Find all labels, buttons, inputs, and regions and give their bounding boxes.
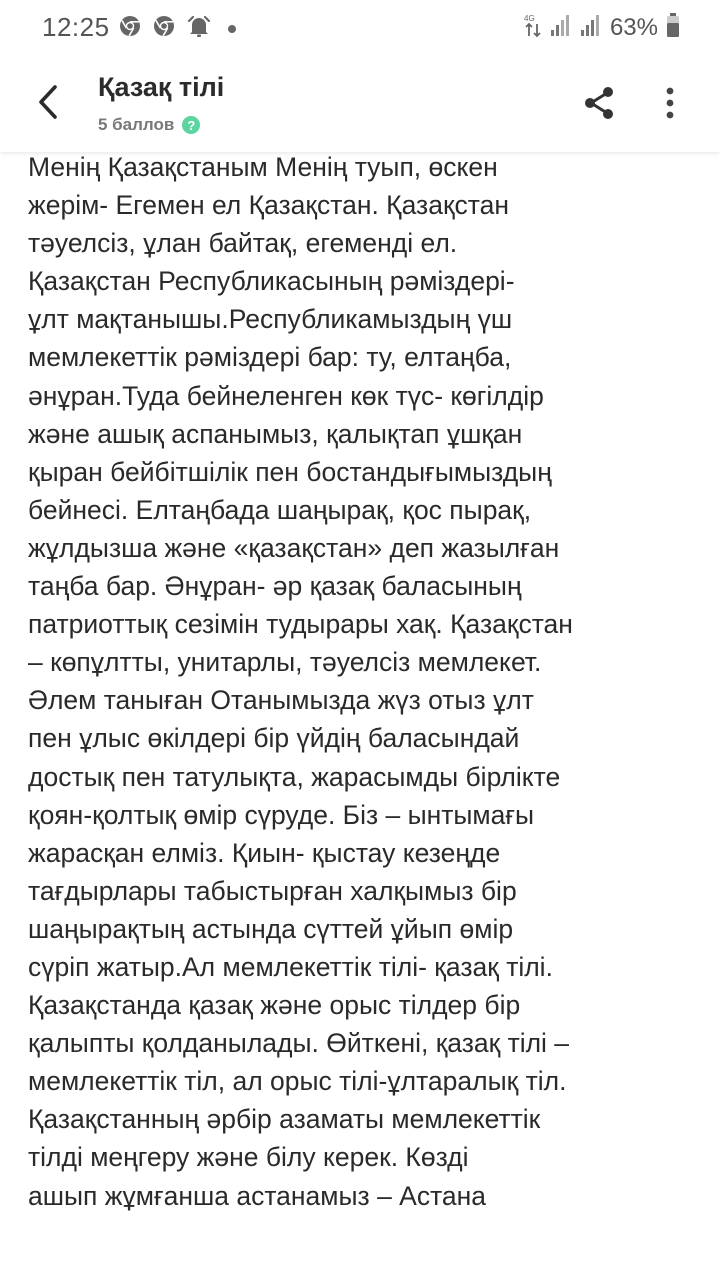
- help-icon[interactable]: ?: [182, 116, 200, 134]
- status-system-icons: [524, 12, 680, 43]
- answer-line: бейнесі. Елтаңбада шаңырақ, қос пырақ,: [28, 494, 532, 525]
- answer-line: ашып жұмғанша астанамыз – Астана: [28, 1180, 487, 1211]
- answer-line: тағдырлары табыстырған халқымыз бір: [28, 875, 517, 906]
- points-label: 5 баллов: [98, 115, 175, 134]
- answer-line: достық пен татулықта, жарасымды бірлікте: [28, 761, 561, 792]
- answer-line: Қазақстан Республикасының рәміздері-: [28, 266, 515, 297]
- status-bar: [0, 0, 720, 56]
- answer-line: жарасқан елміз. Қиын- қыстау кезеңде: [28, 837, 501, 868]
- answer-line: мемлекеттік тіл, ал орыс тілі-ұлтаралық тіл.: [28, 1066, 567, 1097]
- notification-dot: [228, 25, 236, 33]
- answer-line: қоян-қолтық өмір сүруде. Біз – ынтымағы: [28, 799, 535, 830]
- answer-line: әнұран.Туда бейнеленген көк түс- көгілдір: [28, 380, 544, 411]
- battery-icon: [666, 12, 680, 43]
- page-title: Қазақ тілі: [98, 72, 225, 102]
- answer-line: Әлем таныған Отанымызда жүз отыз ұлт: [28, 685, 534, 716]
- signal-icon: [580, 13, 602, 42]
- back-button[interactable]: [26, 78, 70, 130]
- status-time: 12:25: [42, 12, 110, 42]
- answer-line: мемлекеттік рәміздері бар: ту, елтаңба,: [28, 342, 512, 373]
- share-icon: [581, 85, 617, 126]
- chrome-icon: [152, 14, 176, 43]
- answer-line: шаңырақтың астында сүттей ұйып өмір: [28, 913, 514, 944]
- battery-percent: 63%: [609, 13, 658, 41]
- answer-line: жерім- Егемен ел Қазақстан. Қазақстан: [28, 190, 509, 221]
- share-button[interactable]: [578, 84, 620, 126]
- answer-line: жұлдызша және «қазақстан» деп жазылған: [28, 532, 560, 563]
- answer-line: пен ұлыс өкілдері бір үйдің баласындай: [28, 723, 520, 754]
- more-options-button[interactable]: [652, 84, 688, 126]
- chrome-icon: [118, 14, 142, 43]
- answer-line: патриоттық сезімін тудырары хақ. Қазақстан: [28, 609, 573, 640]
- answer-line: және ашық аспанымыз, қалықтап ұшқан: [28, 418, 523, 449]
- alarm-icon: [186, 14, 212, 43]
- answer-line: Қазақстанның әрбір азаматы мемлекеттік: [28, 1104, 541, 1135]
- answer-line: қалыпты қолданылады. Өйткені, қазақ тілі –: [28, 1028, 570, 1059]
- answer-line: сүріп жатыр.Ал мемлекеттік тілі- қазақ тілі.: [28, 951, 553, 982]
- svg-text:4G: 4G: [523, 14, 535, 23]
- answer-line: тілді меңгеру және білу керек. Көзді: [28, 1142, 469, 1173]
- answer-line: Қазақстанда қазақ және орыс тілдер бір: [28, 990, 521, 1021]
- more-vertical-icon: [664, 86, 676, 125]
- signal-icon: [550, 13, 572, 42]
- back-arrow-icon: [34, 84, 62, 125]
- answer-line: – көпұлтты, унитарлы, тәуелсіз мемлекет.: [28, 647, 542, 678]
- data-arrows-icon: [524, 12, 542, 43]
- app-bar: [0, 56, 720, 152]
- answer-line: тәуелсіз, ұлан байтақ, егеменді ел.: [28, 228, 458, 259]
- answer-line: қыран бейбітшілік пен бостандығымыздың: [28, 456, 552, 487]
- answer-line: ұлт мақтанышы.Республикамыздың үш: [28, 304, 513, 335]
- status-notification-icons: [118, 14, 236, 43]
- answer-line: Менің Қазақстаным Менің туып, өскен: [28, 152, 498, 182]
- answer-line: таңба бар. Әнұран- әр қазақ баласының: [28, 571, 522, 602]
- answer-text: [28, 148, 708, 1215]
- points-row: [98, 115, 200, 135]
